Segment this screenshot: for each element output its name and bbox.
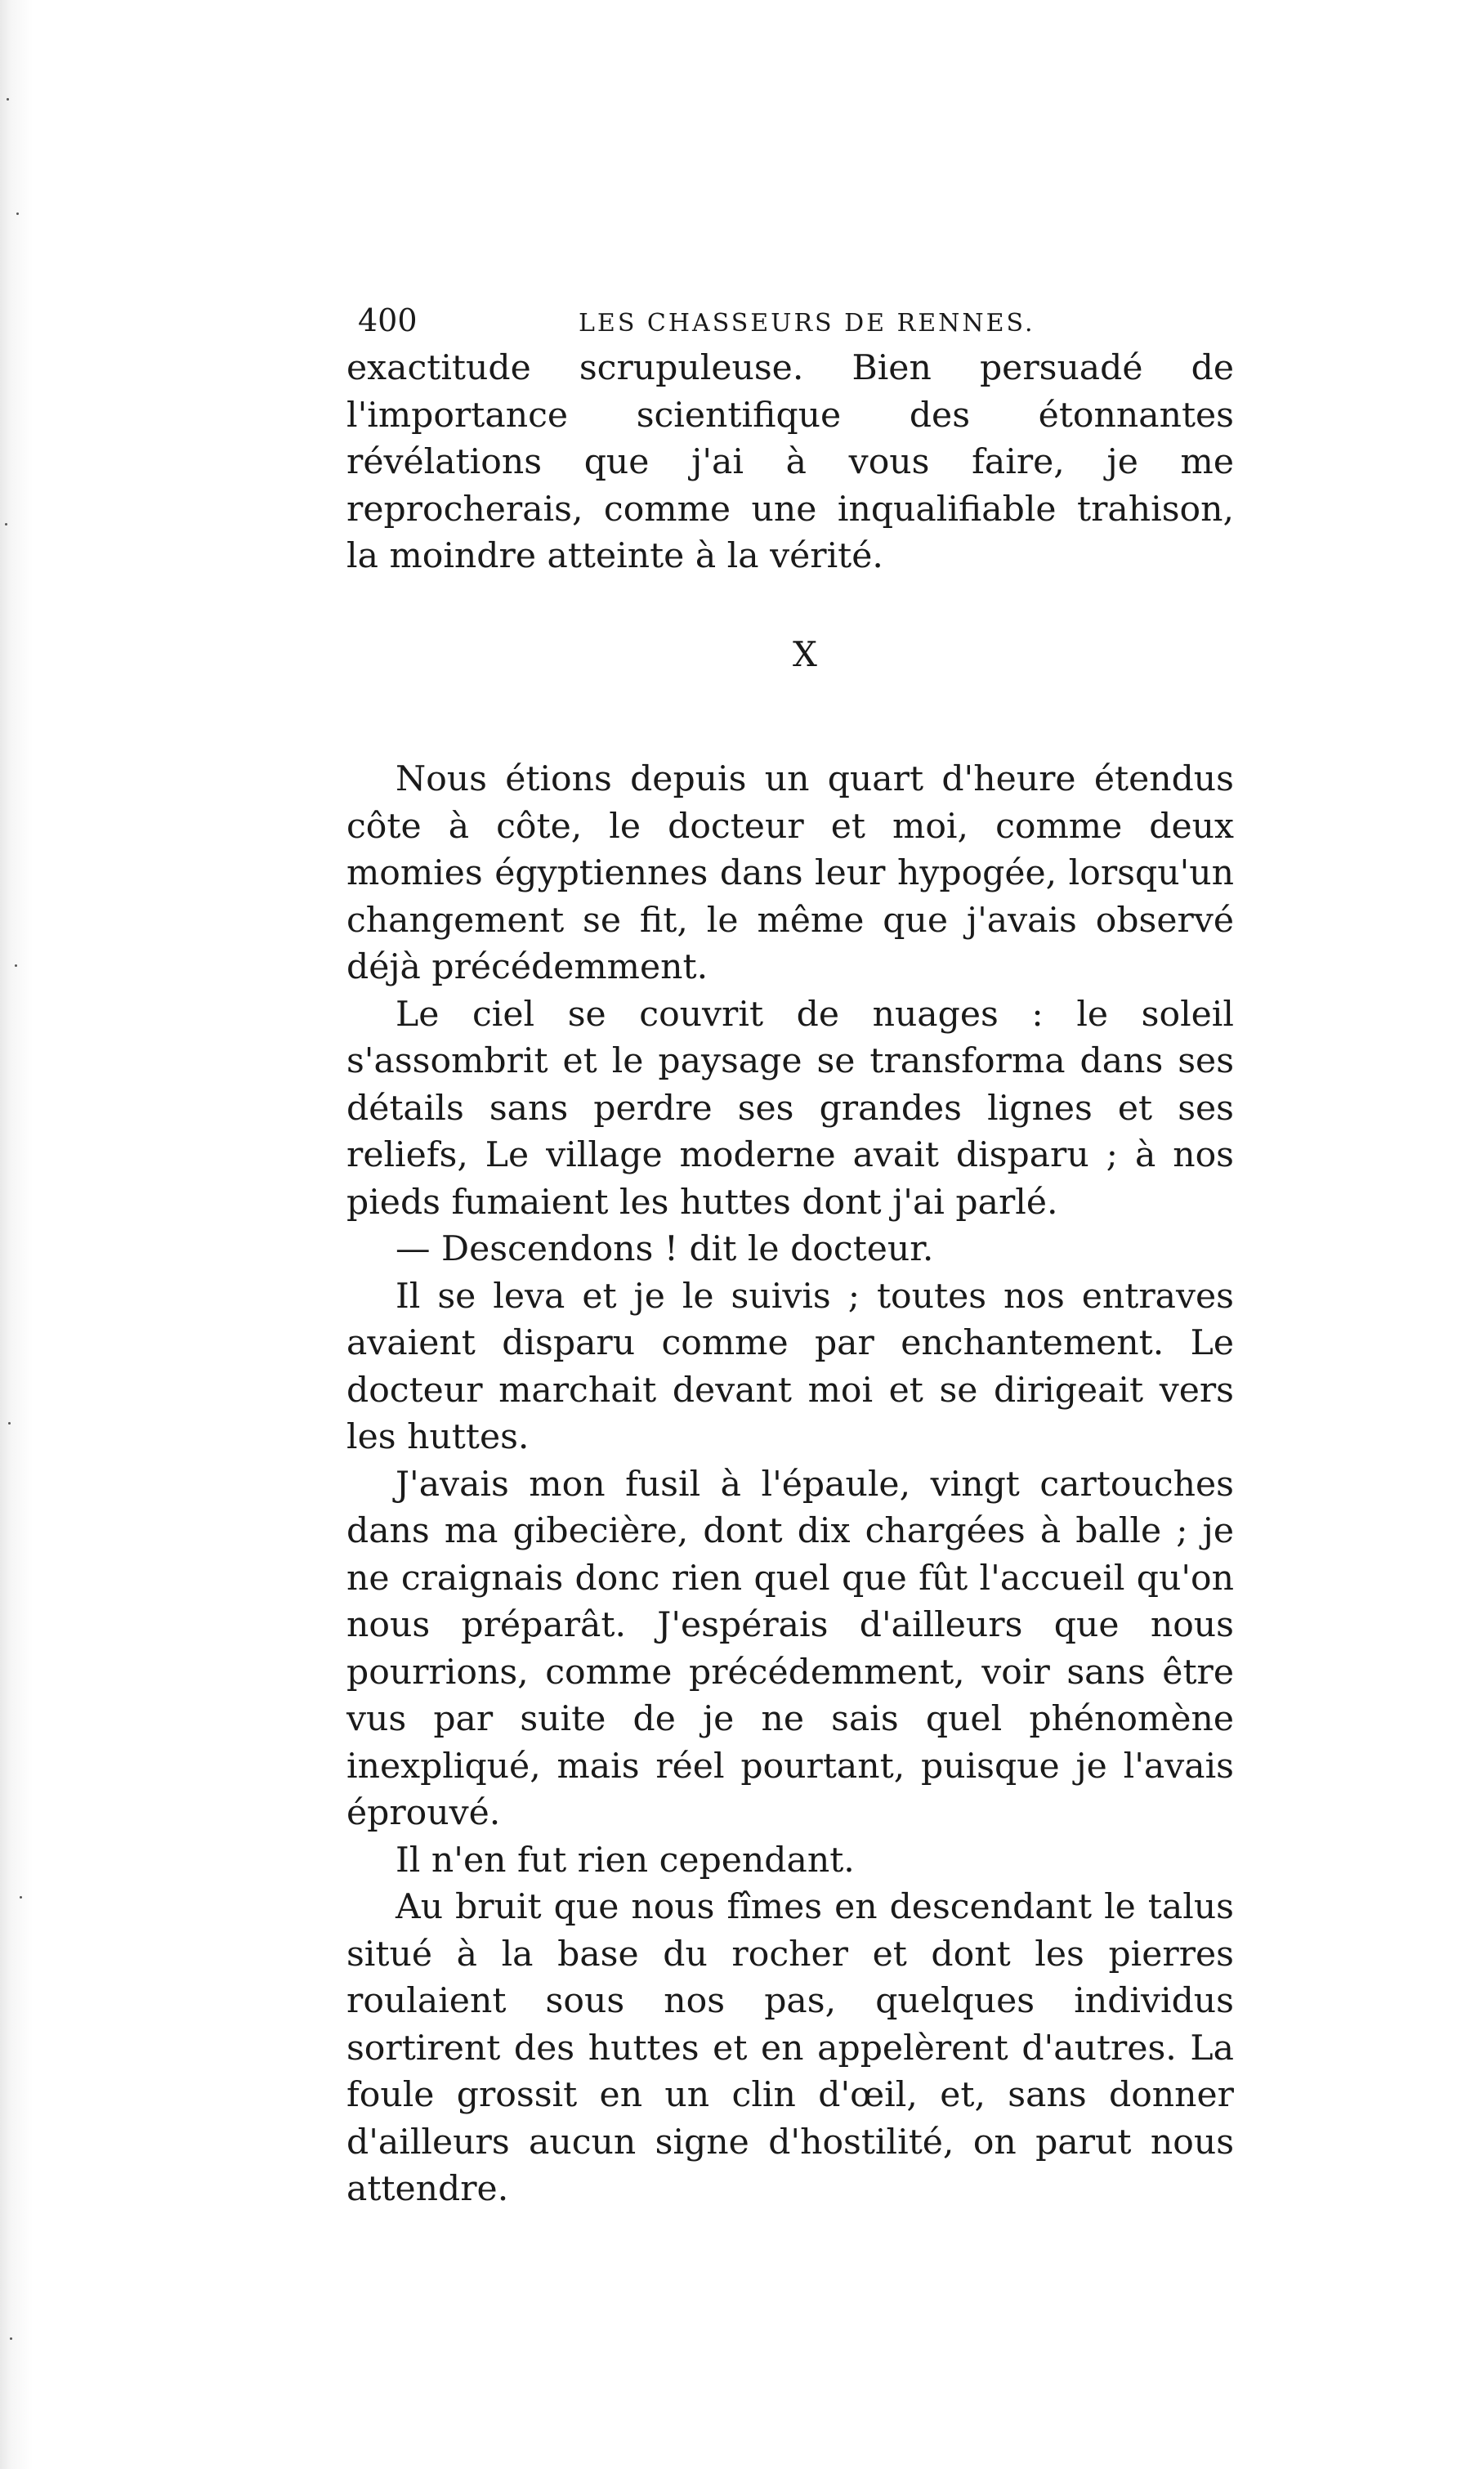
scan-speck [7,98,9,101]
paragraph: Le ciel se couvrit de nuages : le soleil s'assombrit et le paysage se transforma dans ses détails sans perdre ses grandes lignes et ses reliefs, Le village moderne avait disparu ; à nos pieds fumaient les huttes dont j'ai parlé. [346,994,1234,1223]
paragraph: Il n'en fut rien cependant. [396,1840,855,1881]
paragraph: Au bruit que nous fîmes en descendant le talus situé à la base du rocher et dont les pierres roulaient sous nos pas, quelques individus sortirent des huttes et en appelèrent d'autres. La foule grossit en un clin d'œil, et, sans donner d'ailleurs aucun signe d'hostilité, on parut nous attendre. [346,1887,1234,2209]
opening-paragraph: exactitude scrupuleuse. Bien persuadé de l'importance scientifique des étonnantes révélations que j'ai à vous faire, je me reprocherais, comme une inqualifiable trahison, la moindre atteinte à la vérité. [346,348,1234,576]
paragraph: — Descendons ! dit le docteur. [396,1229,934,1269]
scan-speck [20,1896,22,1899]
scan-speck [5,523,7,526]
paragraph: Nous étions depuis un quart d'heure étendus côte à côte, le docteur et moi, comme deux momies égyptiennes dans leur hypogée, lorsqu'un changement se fit, le même que j'avais observé déjà précédemment. [346,759,1234,987]
scan-edge-shadow [0,0,33,2469]
scan-speck [16,212,19,215]
book-page [346,299,1234,2213]
scan-speck [10,2337,12,2340]
scan-speck [8,1422,11,1425]
paragraph: J'avais mon fusil à l'épaule, vingt cartouches dans ma gibecière, dont dix chargées à balle ; je ne craignais donc rien quel que fût l'accueil qu'on nous préparât. J'espérais d'ailleurs que nous pourrions, comme précédemment, voir sans être vus par suite de je ne sais quel phénomène inexpliqué, mais réel pourtant, puisque je l'avais éprouvé. [346,1464,1234,1833]
running-head [346,299,1234,345]
body-text [346,345,1234,2213]
paragraph: Il se leva et je le suivis ; toutes nos entraves avaient disparu comme par enchantement. Le docteur marchait devant moi et se dirigeait vers les huttes. [346,1276,1234,1457]
section-heading: X [793,633,817,674]
running-title: LES CHASSEURS DE RENNES. [579,309,1035,338]
scan-speck [15,964,17,967]
page-number: 400 [358,302,418,338]
